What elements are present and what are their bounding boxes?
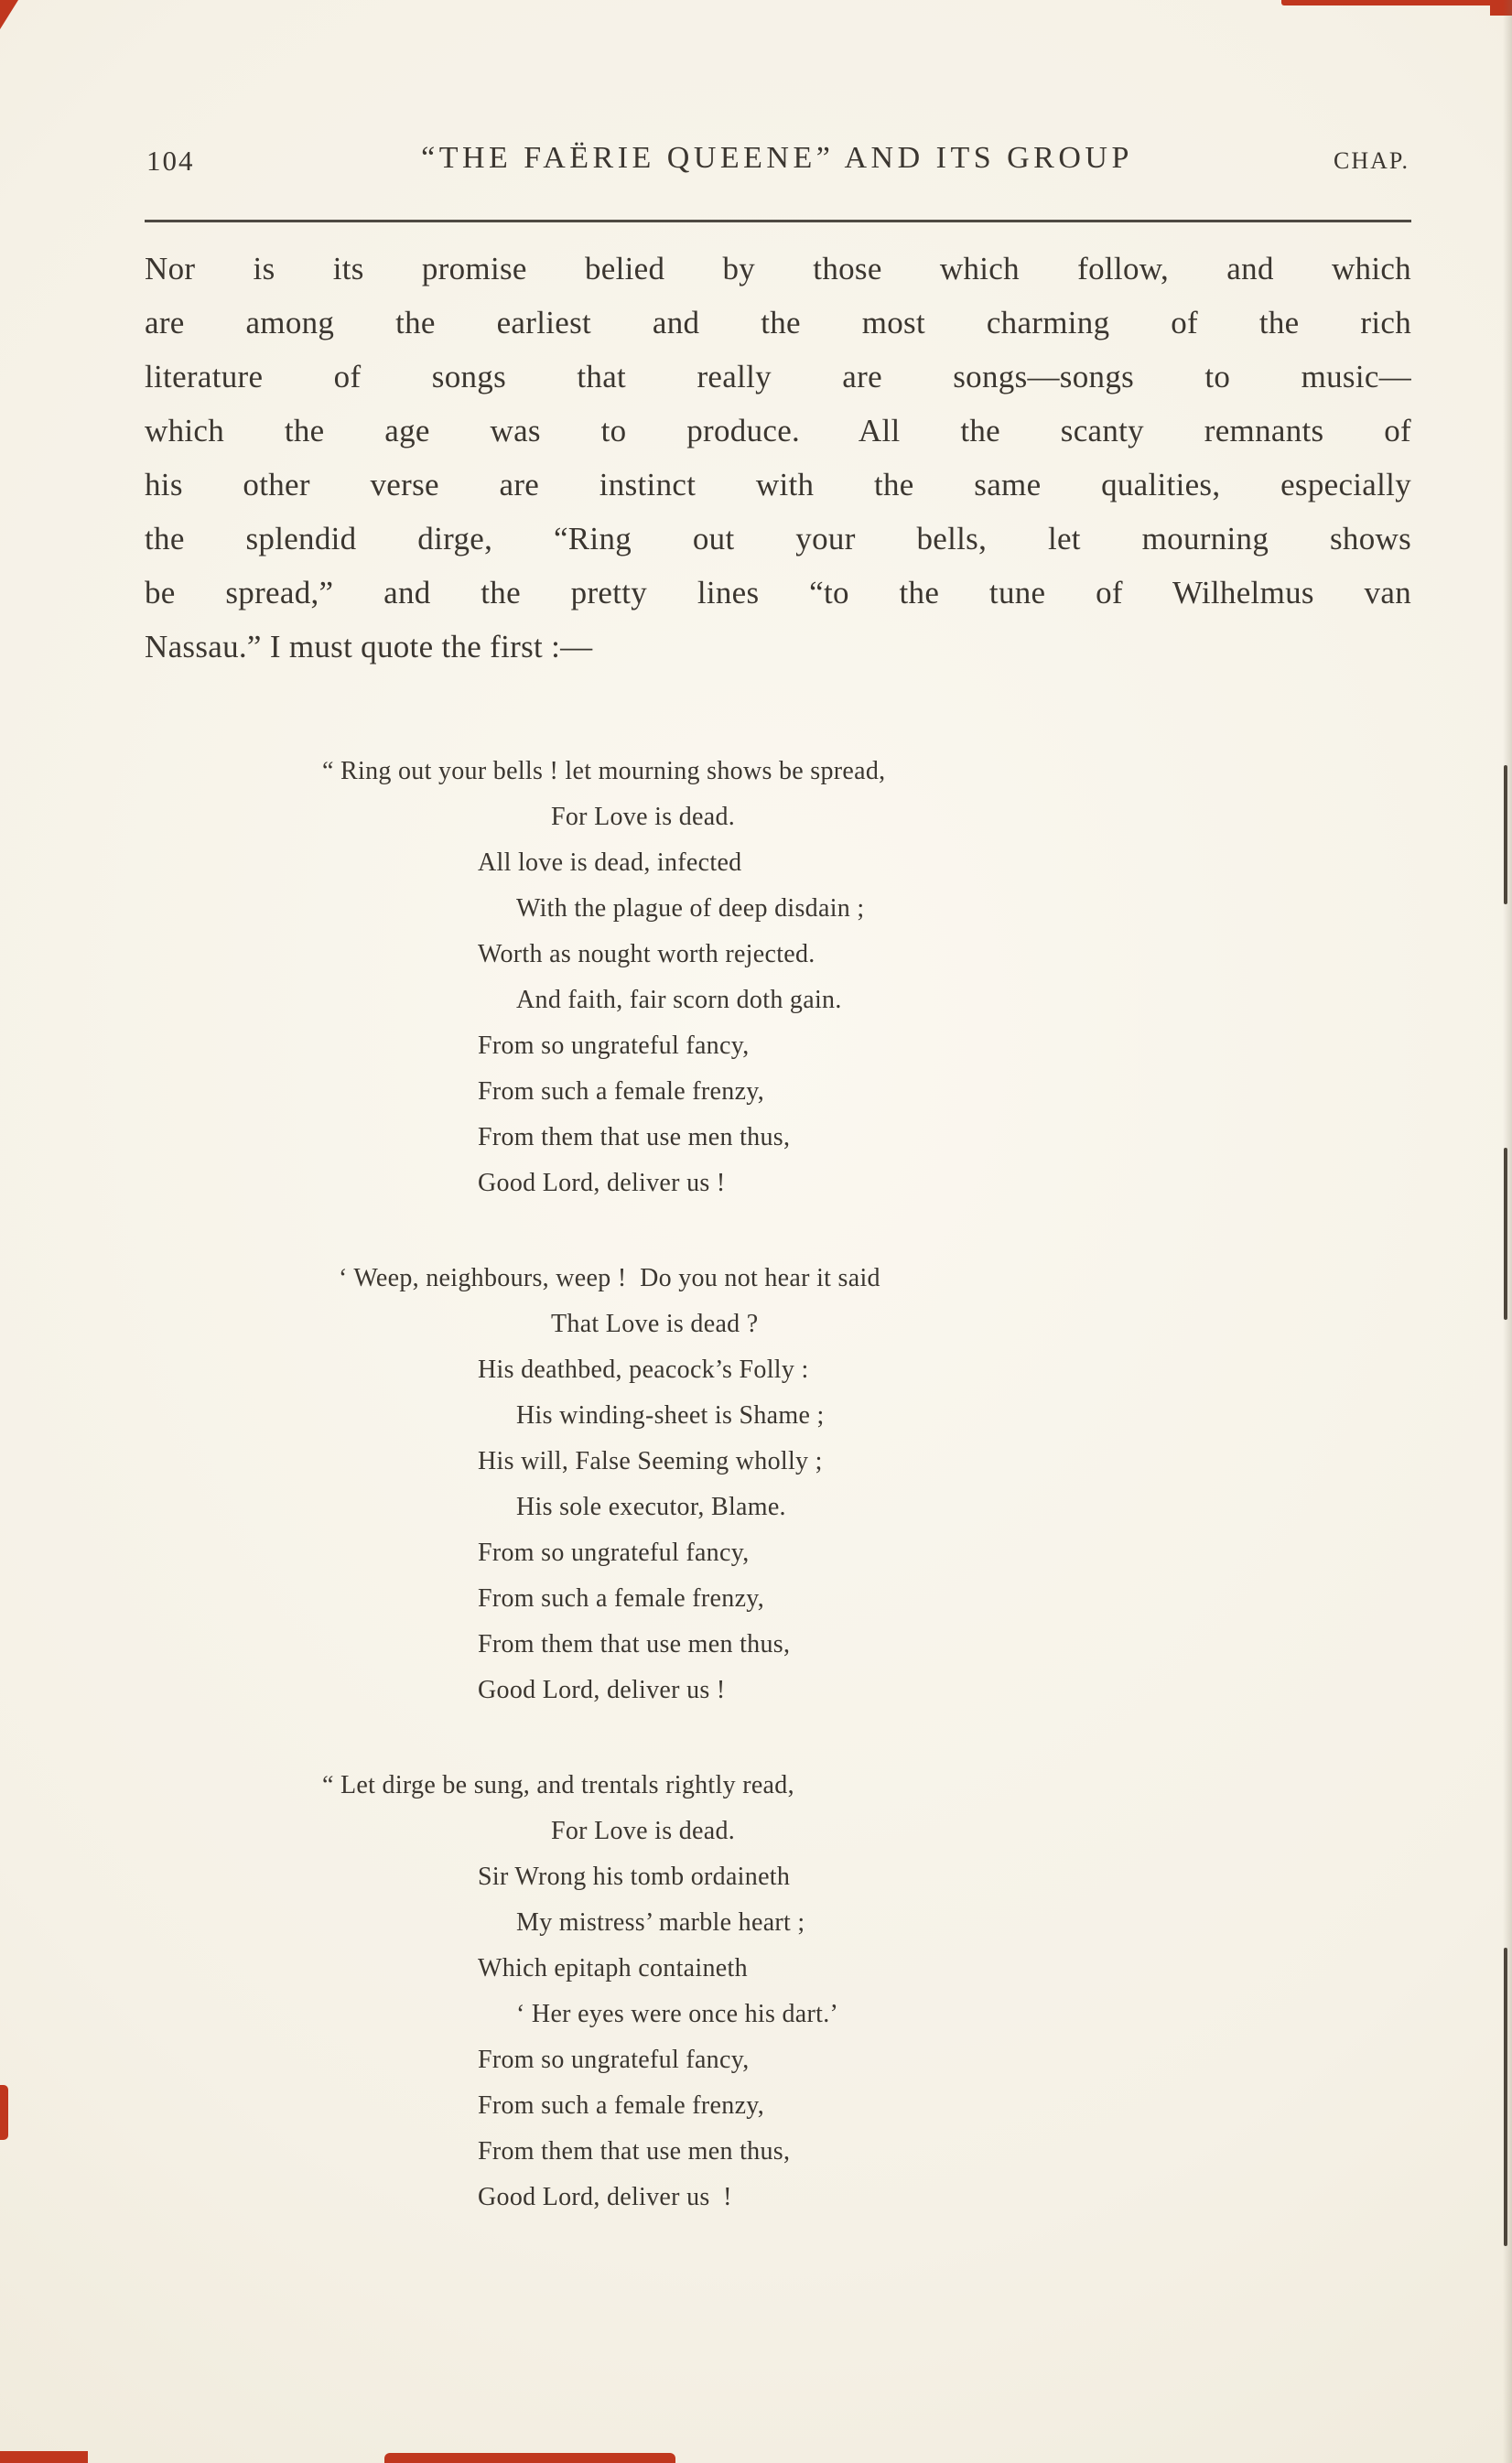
paragraph xyxy=(145,242,1411,674)
poem-stanza xyxy=(322,1256,885,1713)
page-header xyxy=(145,137,1409,183)
poem-line: Worth as nought worth rejected. xyxy=(478,940,815,968)
poem-line: ‘ Her eyes were once his dart.’ xyxy=(516,2000,839,2028)
poem-line: From them that use men thus, xyxy=(478,1630,791,1658)
poem-line: His deathbed, peacock’s Folly : xyxy=(478,1356,809,1384)
paragraph-line: literature of songs that really are songs—songs to music— xyxy=(145,359,1411,394)
poem-stanza xyxy=(322,749,885,1206)
poem-line: For Love is dead. xyxy=(551,803,736,831)
running-title: “THE FAËRIE QUEENE” AND ITS GROUP xyxy=(421,141,1133,175)
poem-line: That Love is dead ? xyxy=(551,1310,759,1338)
poem-line: His winding-sheet is Shame ; xyxy=(516,1401,825,1430)
scan-artifact-red-bottom-left xyxy=(0,2451,88,2463)
poem-stanza xyxy=(322,1763,885,2220)
poem-line: Sir Wrong his tomb ordaineth xyxy=(478,1863,791,1891)
poem xyxy=(322,749,885,2270)
poem-line: Good Lord, deliver us ! xyxy=(478,2183,732,2211)
poem-line: From so ungrateful fancy, xyxy=(478,1032,750,1060)
paragraph-line: Nor is its promise belied by those which follow, and which xyxy=(145,251,1411,286)
poem-line: His sole executor, Blame. xyxy=(516,1493,786,1521)
poem-line: From such a female frenzy, xyxy=(478,1077,765,1106)
paragraph-line: Nassau.” I must quote the first :— xyxy=(145,629,593,664)
chapter-label: CHAP. xyxy=(1334,147,1409,174)
poem-line: Which epitaph containeth xyxy=(478,1954,748,1982)
poem-line: From so ungrateful fancy, xyxy=(478,1539,750,1567)
poem-line: From them that use men thus, xyxy=(478,2137,791,2166)
poem-line: From such a female frenzy, xyxy=(478,1584,765,1613)
paragraph-line: be spread,” and the pretty lines “to the tune of Wilhelmus van xyxy=(145,575,1411,610)
poem-line: Good Lord, deliver us ! xyxy=(478,1169,726,1197)
poem-line: His will, False Seeming wholly ; xyxy=(478,1447,823,1475)
poem-line: From them that use men thus, xyxy=(478,1123,791,1151)
poem-line: My mistress’ marble heart ; xyxy=(516,1908,805,1937)
scan-artifact-red-left-edge xyxy=(0,2085,8,2140)
paragraph-line: which the age was to produce. All the scanty remnants of xyxy=(145,413,1411,448)
poem-line: From so ungrateful fancy, xyxy=(478,2046,750,2074)
poem-line: “ Ring out your bells ! let mourning shows be spread, xyxy=(322,757,886,785)
poem-line: From such a female frenzy, xyxy=(478,2091,765,2120)
paragraph-line: his other verse are instinct with the same qualities, especially xyxy=(145,467,1411,502)
scan-edge-shade xyxy=(1503,0,1512,2463)
poem-line: For Love is dead. xyxy=(551,1817,736,1845)
header-rule xyxy=(145,220,1411,222)
paragraph-line: the splendid dirge, “Ring out your bells, let mourning shows xyxy=(145,521,1411,556)
poem-line: “ Let dirge be sung, and trentals rightly read, xyxy=(322,1771,794,1799)
page-number: 104 xyxy=(146,145,195,177)
poem-line: And faith, fair scorn doth gain. xyxy=(516,986,842,1014)
scan-artifact-red-bottom-mid xyxy=(384,2453,675,2463)
poem-line: All love is dead, infected xyxy=(478,848,742,877)
poem-line: ‘ Weep, neighbours, weep ! Do you not hear it said xyxy=(339,1264,880,1292)
scan-artifact-red-top-left xyxy=(0,0,18,29)
poem-line: With the plague of deep disdain ; xyxy=(516,894,865,923)
paragraph-line: are among the earliest and the most charming of the rich xyxy=(145,305,1411,340)
scan-artifact-red-top-right xyxy=(1281,0,1512,5)
poem-line: Good Lord, deliver us ! xyxy=(478,1676,726,1704)
